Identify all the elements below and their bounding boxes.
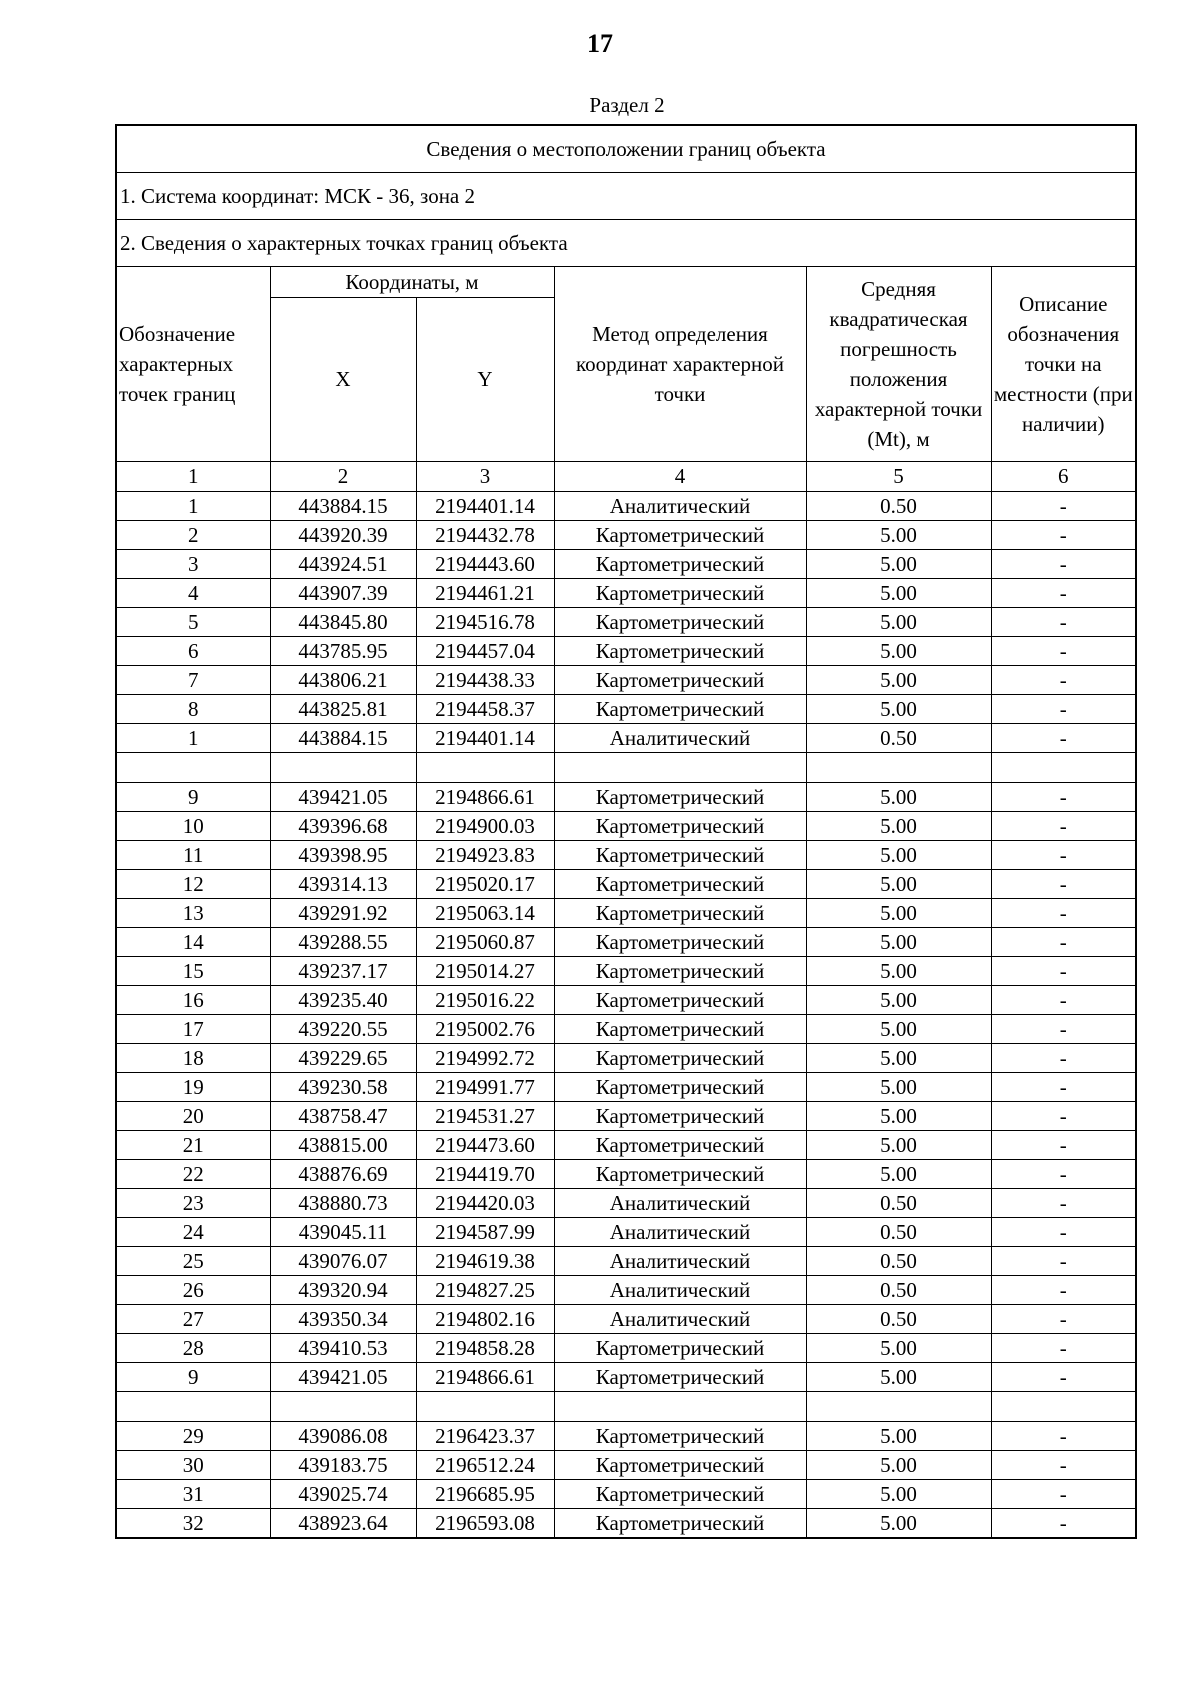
- x-coordinate-cell: 443884.15: [270, 724, 416, 753]
- header-coordinates: Координаты, м: [270, 267, 554, 298]
- description-cell: -: [991, 957, 1136, 986]
- table-row: [116, 1305, 1136, 1334]
- column-number: 3: [416, 462, 554, 492]
- point-number-cell: 5: [116, 608, 270, 637]
- method-cell: Картометрический: [554, 928, 806, 957]
- method-cell: Картометрический: [554, 1480, 806, 1509]
- description-cell: -: [991, 841, 1136, 870]
- table-row: [116, 1015, 1136, 1044]
- description-cell: -: [991, 1305, 1136, 1334]
- point-number-cell: 1: [116, 492, 270, 521]
- description-cell: -: [991, 1044, 1136, 1073]
- method-cell: Картометрический: [554, 1015, 806, 1044]
- x-coordinate-cell: 443924.51: [270, 550, 416, 579]
- y-coordinate-cell: 2195014.27: [416, 957, 554, 986]
- point-number-cell: 1: [116, 724, 270, 753]
- coordinate-system-line: 1. Система координат: МСК - 36, зона 2: [116, 173, 1136, 220]
- x-coordinate-cell: 439229.65: [270, 1044, 416, 1073]
- method-cell: Картометрический: [554, 608, 806, 637]
- mean-error-cell: 5.00: [806, 1073, 991, 1102]
- mean-error-cell: 0.50: [806, 1276, 991, 1305]
- point-number-cell: 31: [116, 1480, 270, 1509]
- method-cell: Картометрический: [554, 899, 806, 928]
- method-cell: Картометрический: [554, 841, 806, 870]
- point-number-cell: 21: [116, 1131, 270, 1160]
- table-row: [116, 1451, 1136, 1480]
- y-coordinate-cell: [416, 753, 554, 783]
- table-row: [116, 724, 1136, 753]
- table-row: [116, 986, 1136, 1015]
- x-coordinate-cell: 439396.68: [270, 812, 416, 841]
- table-title: Сведения о местоположении границ объекта: [116, 125, 1136, 173]
- mean-error-cell: 0.50: [806, 1218, 991, 1247]
- mean-error-cell: 5.00: [806, 928, 991, 957]
- x-coordinate-cell: 439350.34: [270, 1305, 416, 1334]
- table-row: [116, 1073, 1136, 1102]
- mean-error-cell: 5.00: [806, 1422, 991, 1451]
- mean-error-cell: [806, 1392, 991, 1422]
- description-cell: -: [991, 579, 1136, 608]
- y-coordinate-cell: 2196512.24: [416, 1451, 554, 1480]
- column-number: 4: [554, 462, 806, 492]
- table-row: [116, 1509, 1136, 1539]
- column-number: 6: [991, 462, 1136, 492]
- table-row: [116, 928, 1136, 957]
- x-coordinate-cell: 439410.53: [270, 1334, 416, 1363]
- description-cell: -: [991, 928, 1136, 957]
- method-cell: Картометрический: [554, 1451, 806, 1480]
- method-cell: [554, 753, 806, 783]
- column-numbers-row: [116, 462, 1136, 492]
- description-cell: -: [991, 724, 1136, 753]
- table-row: [116, 550, 1136, 579]
- y-coordinate-cell: 2194401.14: [416, 492, 554, 521]
- point-number-cell: 4: [116, 579, 270, 608]
- section-label: Раздел 2: [589, 93, 665, 117]
- mean-error-cell: 0.50: [806, 724, 991, 753]
- y-coordinate-cell: 2194438.33: [416, 666, 554, 695]
- x-coordinate-cell: 439421.05: [270, 783, 416, 812]
- point-number-cell: 3: [116, 550, 270, 579]
- mean-error-cell: 5.00: [806, 1509, 991, 1539]
- y-coordinate-cell: 2194420.03: [416, 1189, 554, 1218]
- mean-error-cell: 5.00: [806, 1044, 991, 1073]
- table-row: [116, 783, 1136, 812]
- y-coordinate-cell: 2194619.38: [416, 1247, 554, 1276]
- description-cell: -: [991, 1015, 1136, 1044]
- point-number-cell: 2: [116, 521, 270, 550]
- x-coordinate-cell: 438876.69: [270, 1160, 416, 1189]
- x-coordinate-cell: 443884.15: [270, 492, 416, 521]
- mean-error-cell: 5.00: [806, 1131, 991, 1160]
- mean-error-cell: 5.00: [806, 579, 991, 608]
- method-cell: Картометрический: [554, 812, 806, 841]
- x-coordinate-cell: 439086.08: [270, 1422, 416, 1451]
- mean-error-cell: [806, 753, 991, 783]
- x-coordinate-cell: [270, 753, 416, 783]
- y-coordinate-cell: 2194827.25: [416, 1276, 554, 1305]
- y-coordinate-cell: 2194443.60: [416, 550, 554, 579]
- point-number-cell: 17: [116, 1015, 270, 1044]
- header-y: Y: [416, 298, 554, 462]
- method-cell: Картометрический: [554, 1509, 806, 1539]
- description-cell: -: [991, 550, 1136, 579]
- table-row: [116, 637, 1136, 666]
- table-row: [116, 1160, 1136, 1189]
- description-cell: -: [991, 1189, 1136, 1218]
- point-number-cell: 27: [116, 1305, 270, 1334]
- separator-row: [116, 753, 1136, 783]
- description-cell: -: [991, 521, 1136, 550]
- point-number-cell: 24: [116, 1218, 270, 1247]
- y-coordinate-cell: 2195020.17: [416, 870, 554, 899]
- table-row: [116, 1334, 1136, 1363]
- page-number: 17: [587, 29, 613, 58]
- x-coordinate-cell: 439421.05: [270, 1363, 416, 1392]
- y-coordinate-cell: 2194866.61: [416, 1363, 554, 1392]
- description-cell: -: [991, 1509, 1136, 1539]
- table-row: [116, 1131, 1136, 1160]
- x-coordinate-cell: 443920.39: [270, 521, 416, 550]
- mean-error-cell: 0.50: [806, 1247, 991, 1276]
- method-cell: Аналитический: [554, 1247, 806, 1276]
- column-number: 5: [806, 462, 991, 492]
- y-coordinate-cell: 2194432.78: [416, 521, 554, 550]
- point-number-cell: 11: [116, 841, 270, 870]
- method-cell: Картометрический: [554, 550, 806, 579]
- x-coordinate-cell: 438758.47: [270, 1102, 416, 1131]
- mean-error-cell: 5.00: [806, 957, 991, 986]
- x-coordinate-cell: 439230.58: [270, 1073, 416, 1102]
- method-cell: Картометрический: [554, 1422, 806, 1451]
- x-coordinate-cell: 439235.40: [270, 986, 416, 1015]
- table-row: [116, 1102, 1136, 1131]
- mean-error-cell: 5.00: [806, 1451, 991, 1480]
- description-cell: -: [991, 899, 1136, 928]
- mean-error-cell: 0.50: [806, 492, 991, 521]
- description-cell: [991, 1392, 1136, 1422]
- table-row: [116, 1044, 1136, 1073]
- method-cell: [554, 1392, 806, 1422]
- point-number-cell: 30: [116, 1451, 270, 1480]
- boundary-points-table: [115, 124, 1137, 1539]
- table-row: [116, 492, 1136, 521]
- mean-error-cell: 5.00: [806, 986, 991, 1015]
- mean-error-cell: 5.00: [806, 695, 991, 724]
- point-number-cell: 23: [116, 1189, 270, 1218]
- y-coordinate-cell: 2196685.95: [416, 1480, 554, 1509]
- header-method: Метод определения координат характерной точки: [554, 267, 806, 462]
- y-coordinate-cell: 2194473.60: [416, 1131, 554, 1160]
- separator-row: [116, 1392, 1136, 1422]
- mean-error-cell: 5.00: [806, 1015, 991, 1044]
- point-number-cell: 14: [116, 928, 270, 957]
- table-row: [116, 1189, 1136, 1218]
- description-cell: -: [991, 1276, 1136, 1305]
- mean-error-cell: 5.00: [806, 550, 991, 579]
- y-coordinate-cell: 2194461.21: [416, 579, 554, 608]
- method-cell: Картометрический: [554, 986, 806, 1015]
- table-row: [116, 1218, 1136, 1247]
- y-coordinate-cell: 2194458.37: [416, 695, 554, 724]
- description-cell: -: [991, 1480, 1136, 1509]
- y-coordinate-cell: 2194991.77: [416, 1073, 554, 1102]
- x-coordinate-cell: [270, 1392, 416, 1422]
- method-cell: Аналитический: [554, 1276, 806, 1305]
- table-row: [116, 841, 1136, 870]
- mean-error-cell: 5.00: [806, 521, 991, 550]
- description-cell: -: [991, 1334, 1136, 1363]
- method-cell: Картометрический: [554, 957, 806, 986]
- table-row: [116, 666, 1136, 695]
- description-cell: -: [991, 870, 1136, 899]
- description-cell: -: [991, 1218, 1136, 1247]
- y-coordinate-cell: 2195060.87: [416, 928, 554, 957]
- x-coordinate-cell: 443825.81: [270, 695, 416, 724]
- x-coordinate-cell: 439045.11: [270, 1218, 416, 1247]
- description-cell: -: [991, 1160, 1136, 1189]
- y-coordinate-cell: 2194866.61: [416, 783, 554, 812]
- method-cell: Аналитический: [554, 724, 806, 753]
- description-cell: -: [991, 1363, 1136, 1392]
- mean-error-cell: 5.00: [806, 899, 991, 928]
- x-coordinate-cell: 439288.55: [270, 928, 416, 957]
- table-row: [116, 957, 1136, 986]
- y-coordinate-cell: 2194992.72: [416, 1044, 554, 1073]
- description-cell: -: [991, 1422, 1136, 1451]
- mean-error-cell: 0.50: [806, 1189, 991, 1218]
- x-coordinate-cell: 443907.39: [270, 579, 416, 608]
- mean-error-cell: 5.00: [806, 870, 991, 899]
- mean-error-cell: 5.00: [806, 841, 991, 870]
- y-coordinate-cell: 2195063.14: [416, 899, 554, 928]
- method-cell: Картометрический: [554, 1334, 806, 1363]
- header-mean-error: Средняя квадратическая погрешность положения характерной точки (Mt), м: [806, 267, 991, 462]
- point-number-cell: 19: [116, 1073, 270, 1102]
- point-number-cell: 26: [116, 1276, 270, 1305]
- y-coordinate-cell: 2194923.83: [416, 841, 554, 870]
- method-cell: Картометрический: [554, 695, 806, 724]
- description-cell: -: [991, 986, 1136, 1015]
- y-coordinate-cell: [416, 1392, 554, 1422]
- method-cell: Картометрический: [554, 1363, 806, 1392]
- method-cell: Картометрический: [554, 783, 806, 812]
- method-cell: Картометрический: [554, 1073, 806, 1102]
- x-coordinate-cell: 439398.95: [270, 841, 416, 870]
- table-row: [116, 1363, 1136, 1392]
- x-coordinate-cell: 438880.73: [270, 1189, 416, 1218]
- mean-error-cell: 5.00: [806, 666, 991, 695]
- description-cell: -: [991, 637, 1136, 666]
- point-number-cell: 10: [116, 812, 270, 841]
- description-cell: [991, 753, 1136, 783]
- table-row: [116, 579, 1136, 608]
- point-number-cell: [116, 1392, 270, 1422]
- x-coordinate-cell: 438815.00: [270, 1131, 416, 1160]
- table-row: [116, 521, 1136, 550]
- method-cell: Аналитический: [554, 1189, 806, 1218]
- header-description: Описание обозначения точки на местности (при наличии): [991, 267, 1136, 462]
- description-cell: -: [991, 1451, 1136, 1480]
- description-cell: -: [991, 812, 1136, 841]
- point-number-cell: 8: [116, 695, 270, 724]
- y-coordinate-cell: 2194419.70: [416, 1160, 554, 1189]
- description-cell: -: [991, 1102, 1136, 1131]
- point-number-cell: 6: [116, 637, 270, 666]
- mean-error-cell: 5.00: [806, 1480, 991, 1509]
- boundary-points-line: 2. Сведения о характерных точках границ объекта: [116, 220, 1136, 267]
- table-row: [116, 870, 1136, 899]
- point-number-cell: 18: [116, 1044, 270, 1073]
- mean-error-cell: 5.00: [806, 1363, 991, 1392]
- point-number-cell: 15: [116, 957, 270, 986]
- description-cell: -: [991, 1247, 1136, 1276]
- header-point-designation: Обозначение характерных точек границ: [116, 267, 270, 462]
- point-number-cell: 20: [116, 1102, 270, 1131]
- method-cell: Аналитический: [554, 1218, 806, 1247]
- y-coordinate-cell: 2194587.99: [416, 1218, 554, 1247]
- description-cell: -: [991, 666, 1136, 695]
- method-cell: Картометрический: [554, 1131, 806, 1160]
- mean-error-cell: 5.00: [806, 812, 991, 841]
- y-coordinate-cell: 2194401.14: [416, 724, 554, 753]
- description-cell: -: [991, 783, 1136, 812]
- x-coordinate-cell: 439314.13: [270, 870, 416, 899]
- x-coordinate-cell: 438923.64: [270, 1509, 416, 1539]
- point-number-cell: 9: [116, 783, 270, 812]
- y-coordinate-cell: 2194802.16: [416, 1305, 554, 1334]
- x-coordinate-cell: 439220.55: [270, 1015, 416, 1044]
- description-cell: -: [991, 492, 1136, 521]
- mean-error-cell: 5.00: [806, 783, 991, 812]
- method-cell: Картометрический: [554, 666, 806, 695]
- point-number-cell: 32: [116, 1509, 270, 1539]
- mean-error-cell: 0.50: [806, 1305, 991, 1334]
- method-cell: Аналитический: [554, 492, 806, 521]
- table-row: [116, 899, 1136, 928]
- x-coordinate-cell: 439291.92: [270, 899, 416, 928]
- mean-error-cell: 5.00: [806, 637, 991, 666]
- table-row: [116, 812, 1136, 841]
- point-number-cell: 25: [116, 1247, 270, 1276]
- point-number-cell: 13: [116, 899, 270, 928]
- mean-error-cell: 5.00: [806, 1102, 991, 1131]
- y-coordinate-cell: 2194900.03: [416, 812, 554, 841]
- x-coordinate-cell: 443785.95: [270, 637, 416, 666]
- y-coordinate-cell: 2195016.22: [416, 986, 554, 1015]
- description-cell: -: [991, 695, 1136, 724]
- y-coordinate-cell: 2196423.37: [416, 1422, 554, 1451]
- column-number: 2: [270, 462, 416, 492]
- method-cell: Картометрический: [554, 579, 806, 608]
- method-cell: Картометрический: [554, 1044, 806, 1073]
- description-cell: -: [991, 608, 1136, 637]
- description-cell: -: [991, 1131, 1136, 1160]
- header-x: X: [270, 298, 416, 462]
- method-cell: Аналитический: [554, 1305, 806, 1334]
- y-coordinate-cell: 2196593.08: [416, 1509, 554, 1539]
- mean-error-cell: 5.00: [806, 1160, 991, 1189]
- mean-error-cell: 5.00: [806, 608, 991, 637]
- point-number-cell: 28: [116, 1334, 270, 1363]
- table-row: [116, 1247, 1136, 1276]
- point-number-cell: 12: [116, 870, 270, 899]
- y-coordinate-cell: 2194858.28: [416, 1334, 554, 1363]
- point-number-cell: 7: [116, 666, 270, 695]
- x-coordinate-cell: 443806.21: [270, 666, 416, 695]
- table-row: [116, 1276, 1136, 1305]
- method-cell: Картометрический: [554, 637, 806, 666]
- method-cell: Картометрический: [554, 870, 806, 899]
- table-row: [116, 695, 1136, 724]
- y-coordinate-cell: 2194457.04: [416, 637, 554, 666]
- point-number-cell: 16: [116, 986, 270, 1015]
- method-cell: Картометрический: [554, 1102, 806, 1131]
- method-cell: Картометрический: [554, 521, 806, 550]
- table-row: [116, 1422, 1136, 1451]
- method-cell: Картометрический: [554, 1160, 806, 1189]
- y-coordinate-cell: 2194516.78: [416, 608, 554, 637]
- column-number: 1: [116, 462, 270, 492]
- point-number-cell: [116, 753, 270, 783]
- x-coordinate-cell: 439076.07: [270, 1247, 416, 1276]
- x-coordinate-cell: 439320.94: [270, 1276, 416, 1305]
- point-number-cell: 9: [116, 1363, 270, 1392]
- point-number-cell: 22: [116, 1160, 270, 1189]
- point-number-cell: 29: [116, 1422, 270, 1451]
- description-cell: -: [991, 1073, 1136, 1102]
- y-coordinate-cell: 2195002.76: [416, 1015, 554, 1044]
- x-coordinate-cell: 439183.75: [270, 1451, 416, 1480]
- mean-error-cell: 5.00: [806, 1334, 991, 1363]
- x-coordinate-cell: 443845.80: [270, 608, 416, 637]
- table-row: [116, 1480, 1136, 1509]
- x-coordinate-cell: 439025.74: [270, 1480, 416, 1509]
- table-row: [116, 608, 1136, 637]
- x-coordinate-cell: 439237.17: [270, 957, 416, 986]
- y-coordinate-cell: 2194531.27: [416, 1102, 554, 1131]
